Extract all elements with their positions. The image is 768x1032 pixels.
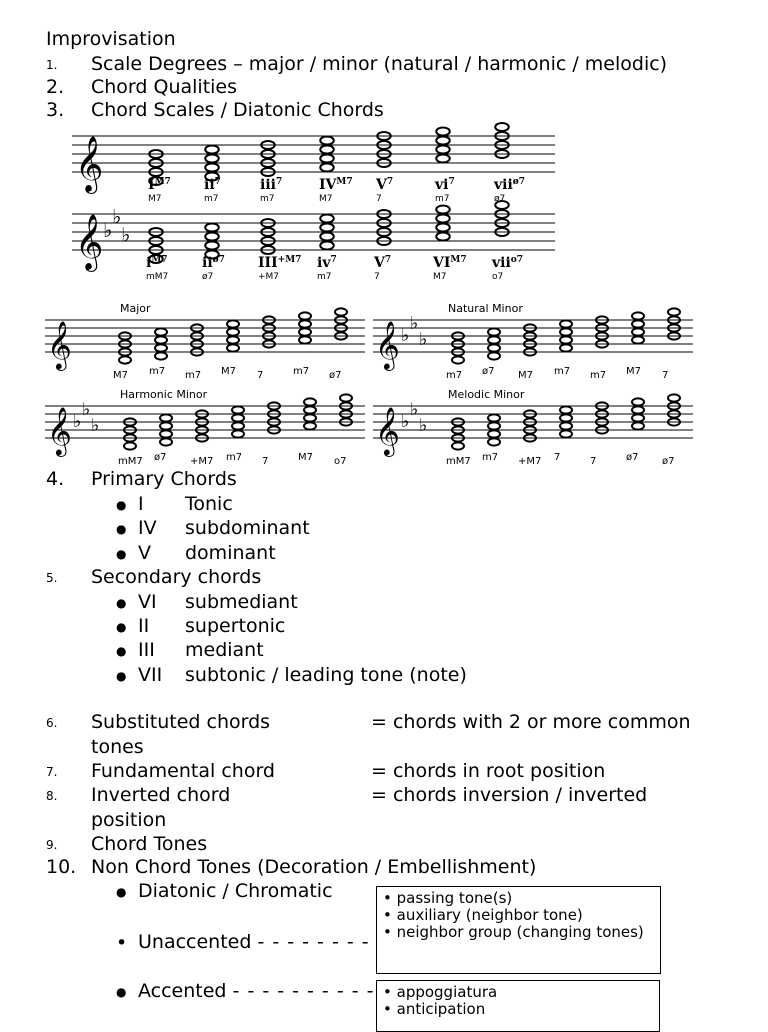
chord-note xyxy=(205,241,219,249)
list-number: 5. xyxy=(46,570,58,585)
bullet-icon: • xyxy=(116,931,128,954)
chord-note xyxy=(232,406,244,413)
primary-item xyxy=(116,493,233,515)
roman-numeral: $I^{M7}$ xyxy=(148,177,171,193)
chord-note xyxy=(488,438,500,445)
chord-note xyxy=(488,414,500,421)
chord-quality: M7 xyxy=(626,366,641,377)
chord-quality: 7 xyxy=(554,452,561,463)
chord-note xyxy=(488,352,500,359)
chord-note xyxy=(632,336,644,343)
roman-numeral: I xyxy=(138,493,144,515)
roman-numeral: III xyxy=(138,639,155,661)
roman-numeral: $VI^{M7}$ xyxy=(433,255,467,271)
chord-quality: m7 xyxy=(226,452,243,463)
chord-note xyxy=(160,414,172,421)
roman-numeral: $IV^{M7}$ xyxy=(319,177,353,193)
roman-numeral: V xyxy=(138,542,151,564)
scale-label: Major xyxy=(120,302,151,315)
definition: = chords in root position xyxy=(371,760,606,782)
list-number: 6. xyxy=(46,715,58,730)
flat-sign-icon: ♭ xyxy=(410,314,419,334)
chord-note xyxy=(205,163,219,171)
function-name: subtonic / leading tone (note) xyxy=(185,664,467,686)
nct-type-label: Accented xyxy=(138,980,227,1002)
secondary-item xyxy=(116,591,298,613)
flat-sign-icon: ♭ xyxy=(73,412,82,432)
accented-box xyxy=(376,980,660,1032)
treble-clef-icon: 𝄞 xyxy=(47,320,72,370)
secondary-item xyxy=(116,615,285,637)
definition: = chords inversion / inverted xyxy=(371,784,648,806)
roman-numeral: VI xyxy=(138,591,157,613)
chord-note xyxy=(488,344,500,351)
chord-note xyxy=(320,214,334,222)
flat-sign-icon: ♭ xyxy=(410,400,419,420)
bullet-icon: ● xyxy=(116,546,127,561)
nct-type: • Unaccented - - - - - - - - xyxy=(116,931,370,954)
chord-note xyxy=(227,320,239,327)
chord-note xyxy=(160,422,172,429)
list-item-5 xyxy=(46,566,261,588)
chord-note xyxy=(320,163,334,171)
chord-note xyxy=(304,422,316,429)
flat-sign-icon: ♭ xyxy=(82,400,91,420)
roman-numeral: $V^7$ xyxy=(376,177,394,193)
chord-note xyxy=(632,406,644,413)
chord-quality: m7 xyxy=(482,452,499,463)
chord-note xyxy=(560,430,572,437)
flat-sign-icon: ♭ xyxy=(121,223,131,247)
bullet-icon: ● xyxy=(116,884,127,899)
flat-sign-icon: ♭ xyxy=(401,326,410,346)
function-name: submediant xyxy=(185,591,298,613)
chord-note xyxy=(436,214,450,222)
chord-quality: m7 xyxy=(435,194,450,204)
chord-note xyxy=(632,312,644,319)
chord-quality: +M7 xyxy=(518,456,542,467)
chord-note xyxy=(436,136,450,144)
chord-note xyxy=(632,422,644,429)
flat-sign-icon: ♭ xyxy=(419,330,428,350)
function-name: subdominant xyxy=(185,517,310,539)
treble-clef-icon: 𝄞 xyxy=(75,136,104,193)
chord-quality: m7 xyxy=(317,272,332,282)
chord-note xyxy=(320,154,334,162)
flat-sign-icon: ♭ xyxy=(401,412,410,432)
box-item: • anticipation xyxy=(383,1000,486,1018)
chord-note xyxy=(495,123,509,131)
chord-note xyxy=(205,223,219,231)
list-number: 1. xyxy=(46,57,58,72)
chord-note xyxy=(488,336,500,343)
nct-type xyxy=(116,880,333,902)
treble-clef-icon: 𝄞 xyxy=(75,214,104,271)
list-item-8 xyxy=(46,784,230,806)
scale-label: Melodic Minor xyxy=(448,388,525,401)
chord-quality: M7 xyxy=(221,366,236,377)
secondary-item xyxy=(116,664,467,686)
list-text: Primary Chords xyxy=(91,468,237,490)
chord-note xyxy=(436,223,450,231)
chord-note xyxy=(320,145,334,153)
box-item: • neighbor group (changing tones) xyxy=(383,923,644,941)
chord-quality: ø7 xyxy=(154,452,167,463)
flat-sign-icon: ♭ xyxy=(103,219,113,242)
chord-quality: M7 xyxy=(518,370,533,381)
page-title: Improvisation xyxy=(46,28,176,50)
chord-note xyxy=(320,232,334,240)
flat-sign-icon: ♭ xyxy=(112,205,122,229)
chord-quality: 7 xyxy=(590,456,597,467)
chord-note xyxy=(155,328,167,335)
scale-label: Natural Minor xyxy=(448,302,523,315)
roman-numeral: vii$^{o7}$ xyxy=(492,255,524,271)
chord-quality: ø7 xyxy=(626,452,639,463)
chord-note xyxy=(320,136,334,144)
primary-item xyxy=(116,517,310,539)
chord-note xyxy=(227,328,239,335)
chord-note xyxy=(436,127,450,135)
box-item: • passing tone(s) xyxy=(383,889,513,907)
chord-note xyxy=(560,414,572,421)
chord-note xyxy=(320,223,334,231)
bullet-icon: ● xyxy=(116,984,127,999)
list-number: 10. xyxy=(46,856,77,878)
chord-note xyxy=(304,406,316,413)
box-item: • appoggiatura xyxy=(383,983,498,1001)
list-number: 9. xyxy=(46,837,58,852)
chord-quality: m7 xyxy=(446,370,463,381)
chord-note xyxy=(632,320,644,327)
chord-note xyxy=(632,414,644,421)
roman-numeral: $iv^7$ xyxy=(317,255,337,271)
flat-sign-icon: ♭ xyxy=(419,416,428,436)
chord-note xyxy=(160,430,172,437)
bullet-icon: ● xyxy=(116,643,127,658)
list-number: 7. xyxy=(46,764,58,779)
chord-note xyxy=(232,422,244,429)
chord-note xyxy=(452,442,464,449)
chord-note xyxy=(436,145,450,153)
function-name: Tonic xyxy=(185,493,233,515)
chord-quality: 7 xyxy=(662,370,669,381)
chord-quality: M7 xyxy=(113,370,128,381)
chord-note xyxy=(299,312,311,319)
chord-quality: m7 xyxy=(204,194,219,204)
chord-note xyxy=(299,320,311,327)
list-item-6 xyxy=(46,711,270,733)
roman-numeral: $i^{M7}$ xyxy=(146,255,168,271)
list-number: 2. xyxy=(46,76,65,98)
definition: = chords with 2 or more common xyxy=(371,711,691,733)
chord-note xyxy=(124,442,136,449)
chord-note xyxy=(205,232,219,240)
chord-note xyxy=(320,241,334,249)
chord-quality: ø7 xyxy=(482,366,495,377)
chord-note xyxy=(560,422,572,429)
list-text: Secondary chords xyxy=(91,566,262,588)
term-continuation: position xyxy=(91,809,167,831)
nct-type-label: Unaccented xyxy=(138,931,252,953)
chord-note xyxy=(560,328,572,335)
chord-note xyxy=(205,145,219,153)
chord-quality: ø7 xyxy=(494,194,506,204)
chord-quality: m7 xyxy=(554,366,571,377)
list-text: Scale Degrees – major / minor (natural / harmonic / melodic) xyxy=(91,53,668,75)
chord-quality: 7 xyxy=(374,272,380,282)
chord-note xyxy=(668,308,680,315)
roman-numeral: IV xyxy=(138,517,157,539)
treble-clef-icon: 𝄞 xyxy=(47,406,72,456)
chord-note xyxy=(304,398,316,405)
chord-note xyxy=(232,414,244,421)
roman-numeral: iii$^7$ xyxy=(260,177,283,193)
chord-note xyxy=(155,344,167,351)
term-continuation: tones xyxy=(91,736,144,758)
chord-quality: 7 xyxy=(257,370,264,381)
function-name: supertonic xyxy=(185,615,286,637)
treble-clef-icon: 𝄞 xyxy=(375,406,400,456)
chord-quality: 7 xyxy=(262,456,269,467)
chord-quality: m7 xyxy=(293,366,310,377)
list-number: 4. xyxy=(46,468,65,490)
chord-note xyxy=(560,320,572,327)
bullet-icon: ● xyxy=(116,668,127,683)
list-text: Chord Scales / Diatonic Chords xyxy=(91,99,384,121)
chord-note xyxy=(488,430,500,437)
chord-quality: m7 xyxy=(149,366,166,377)
chord-note xyxy=(560,344,572,351)
chord-note xyxy=(668,394,680,401)
chord-note xyxy=(227,336,239,343)
chord-quality: mM7 xyxy=(446,456,471,467)
chord-note xyxy=(560,406,572,413)
secondary-item xyxy=(116,639,264,661)
chord-quality: ø7 xyxy=(662,456,675,467)
function-name: dominant xyxy=(185,542,276,564)
unaccented-box xyxy=(376,886,661,974)
list-text: Chord Tones xyxy=(91,833,208,855)
list-item-7 xyxy=(46,760,275,782)
chord-note xyxy=(436,154,450,162)
roman-numeral: VII xyxy=(138,664,163,686)
chord-note xyxy=(436,232,450,240)
chord-quality: o7 xyxy=(492,272,504,282)
chord-quality: m7 xyxy=(260,194,275,204)
chord-note xyxy=(632,398,644,405)
chord-note xyxy=(488,328,500,335)
list-text: Non Chord Tones (Decoration / Embellishment) xyxy=(91,856,537,878)
bullet-icon: ● xyxy=(116,619,127,634)
chord-note xyxy=(304,414,316,421)
chord-quality: 7 xyxy=(376,194,382,204)
chord-quality: m7 xyxy=(185,370,202,381)
chord-quality: o7 xyxy=(334,456,347,467)
chord-note xyxy=(299,328,311,335)
chord-note xyxy=(299,336,311,343)
roman-numeral: $vi^7$ xyxy=(435,177,455,193)
chord-quality: +M7 xyxy=(190,456,214,467)
roman-numeral: II xyxy=(138,615,150,637)
chord-note xyxy=(205,154,219,162)
term: Fundamental chord xyxy=(91,760,275,782)
list-item-9 xyxy=(46,833,207,855)
chord-note xyxy=(560,336,572,343)
chord-note xyxy=(335,308,347,315)
chord-note xyxy=(227,344,239,351)
list-item-10 xyxy=(46,856,536,878)
flat-sign-icon: ♭ xyxy=(91,416,100,436)
chord-note xyxy=(488,422,500,429)
nct-type: ● Accented - - - - - - - - - - xyxy=(116,980,375,1002)
chord-quality: M7 xyxy=(298,452,313,463)
nct-type-label: Diatonic / Chromatic xyxy=(138,880,333,902)
list-number: 8. xyxy=(46,788,58,803)
chord-note xyxy=(119,356,131,363)
term: Substituted chords xyxy=(91,711,271,733)
chord-quality: ø7 xyxy=(202,272,214,282)
bullet-icon: ● xyxy=(116,497,127,512)
chord-note xyxy=(436,205,450,213)
chord-note xyxy=(340,394,352,401)
chord-note xyxy=(232,430,244,437)
scale-label: Harmonic Minor xyxy=(120,388,208,401)
box-item: • auxiliary (neighbor tone) xyxy=(383,906,583,924)
chord-quality: ø7 xyxy=(329,370,342,381)
chord-note xyxy=(632,328,644,335)
chord-note xyxy=(452,356,464,363)
chord-note xyxy=(155,352,167,359)
chord-quality: m7 xyxy=(590,370,607,381)
treble-clef-icon: 𝄞 xyxy=(375,320,400,370)
roman-numeral: $ii^7$ xyxy=(204,177,221,193)
chord-note xyxy=(160,438,172,445)
music-notation xyxy=(0,0,768,470)
chord-quality: M7 xyxy=(148,194,162,204)
list-number: 3. xyxy=(46,99,65,121)
function-name: mediant xyxy=(185,639,264,661)
roman-numeral: $V^7$ xyxy=(374,255,392,271)
primary-item xyxy=(116,542,276,564)
list-item-4 xyxy=(46,468,237,490)
chord-quality: mM7 xyxy=(118,456,143,467)
roman-numeral: vii$^{ø7}$ xyxy=(494,177,526,193)
roman-numeral: $ii^{ø7}$ xyxy=(202,255,225,271)
chord-quality: M7 xyxy=(319,194,333,204)
bullet-icon: ● xyxy=(116,595,127,610)
chord-note xyxy=(155,336,167,343)
bullet-icon: ● xyxy=(116,521,127,536)
term: Inverted chord xyxy=(91,784,231,806)
chord-quality: M7 xyxy=(433,272,447,282)
roman-numeral: $III^{+M7}$ xyxy=(258,255,302,271)
chord-quality: +M7 xyxy=(258,272,280,282)
list-text: Chord Qualities xyxy=(91,76,238,98)
chord-quality: mM7 xyxy=(146,272,169,282)
